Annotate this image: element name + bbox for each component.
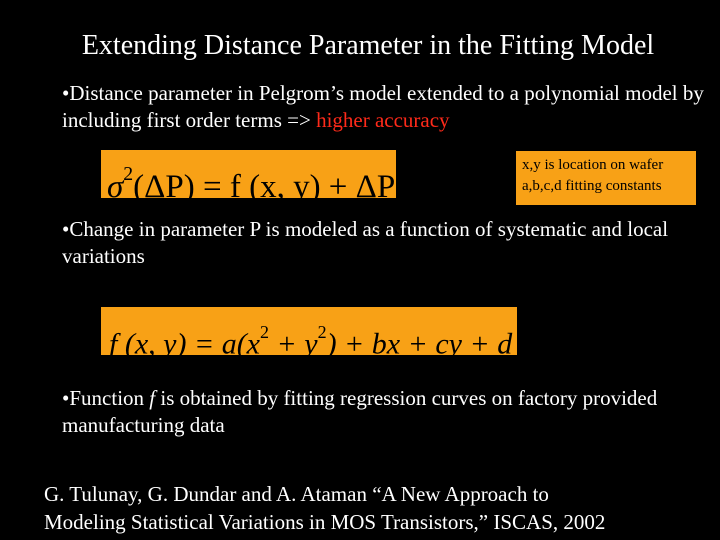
slide-title: Extending Distance Parameter in the Fitting Model xyxy=(81,30,655,61)
bullet-text: Function xyxy=(69,386,150,410)
bullet-text: Distance parameter in Pelgrom’s model extended to a polynomial model by including first order terms => xyxy=(62,81,704,132)
equation-sigma-exponent: 2 xyxy=(123,163,134,185)
note-line-location: x,y is location on wafer xyxy=(522,157,664,173)
equation-sigma-body: (ΔP) = f (x, y) + ΔP xyxy=(133,168,396,205)
equation-sigma xyxy=(101,150,396,205)
bullet-marker: • xyxy=(62,217,70,241)
reference-line: Modeling Statistical Variations in MOS Transistors,” ISCAS, 2002 xyxy=(44,510,606,534)
highlight-text: higher accuracy xyxy=(316,108,450,132)
reference-citation xyxy=(44,480,714,536)
equation-part: f (x, y) = a(x xyxy=(109,327,260,361)
equation-sigma-symbol: σ xyxy=(107,168,124,205)
bullet-change-parameter xyxy=(62,216,712,270)
bullet-italic: f xyxy=(149,386,156,410)
bullet-marker: • xyxy=(62,81,70,105)
bullet-marker: • xyxy=(62,386,70,410)
equation-function xyxy=(101,307,517,361)
equation-part: ) + bx + cy + d xyxy=(326,327,513,361)
equation-exponent: 2 xyxy=(260,322,269,342)
bullet-text: Change in parameter P is modeled as a function of systematic and local variations xyxy=(62,217,669,268)
bullet-function-f xyxy=(62,385,712,439)
equation-exponent: 2 xyxy=(317,322,327,342)
note-line-constants: a,b,c,d fitting constants xyxy=(522,178,662,194)
bullet-distance-parameter xyxy=(62,80,712,134)
equation-part: + y xyxy=(269,327,318,361)
bullet-text: is obtained by fitting regression curves on factory provided manufacturing data xyxy=(62,386,658,437)
reference-line: G. Tulunay, G. Dundar and A. Ataman “A New Approach to xyxy=(44,482,549,506)
note-box xyxy=(516,151,696,205)
